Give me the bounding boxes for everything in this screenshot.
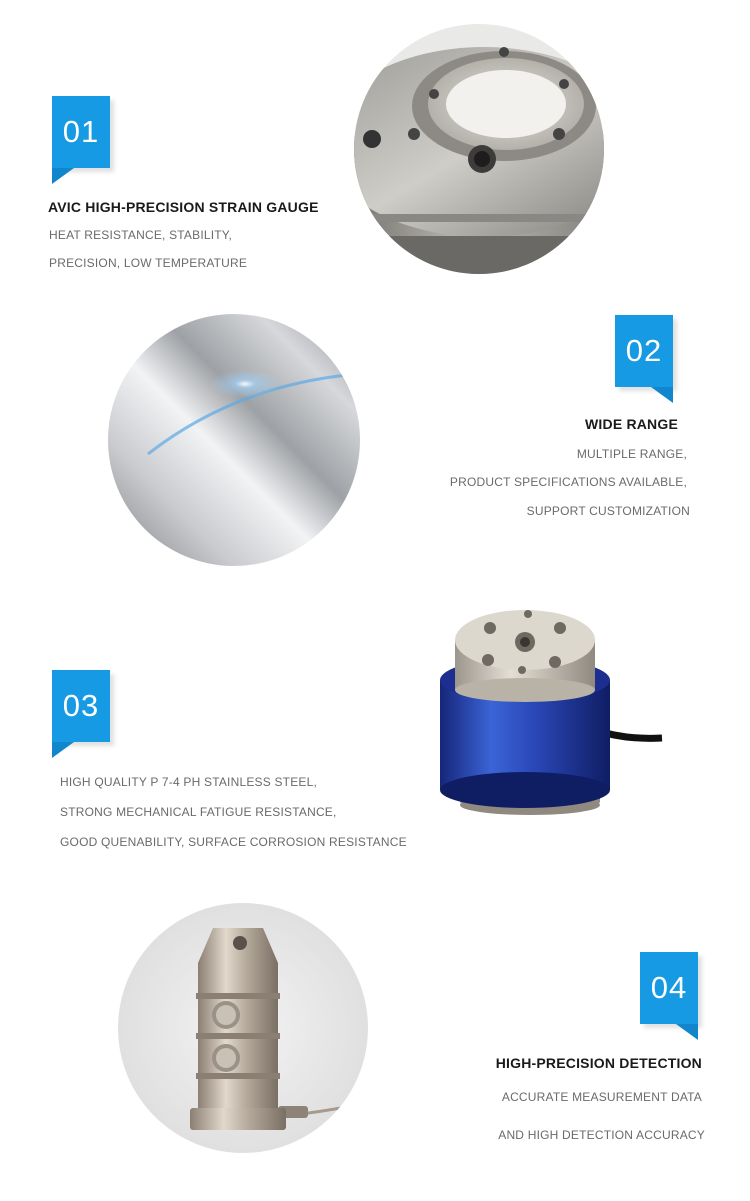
badge-number: 04 [640, 952, 698, 1024]
number-badge-03 [52, 670, 110, 756]
number-badge-02 [615, 315, 673, 401]
number-badge-01 [52, 96, 110, 182]
section-text-line: STRONG MECHANICAL FATIGUE RESISTANCE, [60, 805, 337, 819]
blue-load-cell-image [430, 600, 670, 820]
badge-number: 03 [52, 670, 110, 742]
section-text-line: MULTIPLE RANGE, [576, 447, 687, 461]
section-text-line: GOOD QUENABILITY, SURFACE CORROSION RESISTANCE [60, 835, 407, 849]
section-text-line: HEAT RESISTANCE, STABILITY, [49, 228, 233, 242]
section-text-line: HIGH QUALITY P 7-4 PH STAINLESS STEEL, [60, 775, 318, 789]
badge-number: 01 [52, 96, 110, 168]
section-text-line: PRECISION, LOW TEMPERATURE [49, 256, 248, 270]
flange-ring-image [354, 24, 604, 274]
column-load-cell-image [118, 903, 368, 1153]
section-text-line: SUPPORT CUSTOMIZATION [526, 504, 690, 518]
number-badge-04 [640, 952, 698, 1038]
section-text-line: ACCURATE MEASUREMENT DATA [501, 1090, 702, 1104]
section-text-line: AND HIGH DETECTION ACCURACY [498, 1128, 705, 1142]
brushed-steel-image [108, 314, 360, 566]
section-title: HIGH-PRECISION DETECTION [495, 1055, 702, 1071]
section-title: WIDE RANGE [585, 416, 678, 432]
badge-number: 02 [615, 315, 673, 387]
section-title: AVIC HIGH-PRECISION STRAIN GAUGE [48, 199, 319, 215]
section-text-line: PRODUCT SPECIFICATIONS AVAILABLE, [449, 475, 687, 489]
